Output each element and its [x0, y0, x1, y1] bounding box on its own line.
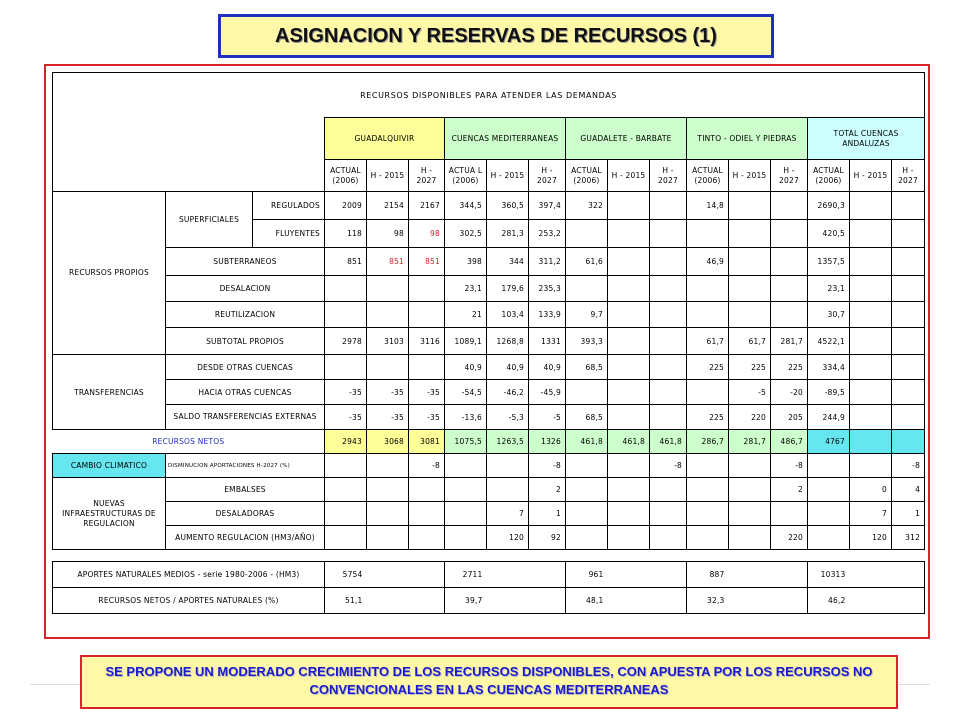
row-label: EMBALSES — [166, 478, 325, 502]
period-header: ACTUAL (2006) — [808, 160, 850, 192]
value-cell — [808, 502, 850, 526]
value-cell — [687, 302, 729, 328]
value-cell: -35 — [367, 405, 409, 430]
period-header: ACTUA L (2006) — [445, 160, 487, 192]
row-label: REGULADOS — [253, 192, 325, 220]
empty-cell — [487, 562, 566, 588]
value-cell — [367, 355, 409, 380]
empty-cell — [850, 562, 925, 588]
value-cell — [566, 502, 608, 526]
value-cell: 32,3 — [687, 588, 729, 614]
value-cell — [808, 526, 850, 550]
value-cell — [892, 328, 925, 355]
value-cell — [650, 405, 687, 430]
value-cell — [650, 302, 687, 328]
row-label: HACIA OTRAS CUENCAS — [166, 380, 325, 405]
value-cell: 1326 — [529, 430, 566, 454]
value-cell: 344,5 — [445, 192, 487, 220]
value-cell — [650, 220, 687, 248]
value-cell — [566, 454, 608, 478]
table-row — [53, 380, 925, 405]
value-cell — [445, 502, 487, 526]
basin-header-guadalquivir: GUADALQUIVIR — [325, 118, 445, 160]
value-cell — [850, 430, 892, 454]
value-cell: 4 — [892, 478, 925, 502]
value-cell — [650, 526, 687, 550]
value-cell: 3068 — [367, 430, 409, 454]
value-cell: 2943 — [325, 430, 367, 454]
value-cell: 961 — [566, 562, 608, 588]
empty-cell — [729, 588, 808, 614]
value-cell — [409, 478, 445, 502]
value-cell: -8 — [529, 454, 566, 478]
period-header: H - 2027 — [892, 160, 925, 192]
value-cell: 120 — [850, 526, 892, 550]
basin-header-cuencas-mediterraneas: CUENCAS MEDITERRANEAS — [445, 118, 566, 160]
value-cell — [892, 302, 925, 328]
empty-cell — [487, 588, 566, 614]
table-row — [53, 454, 925, 478]
value-cell: 205 — [771, 405, 808, 430]
value-cell — [850, 380, 892, 405]
empty-cell — [367, 562, 445, 588]
value-cell: 48,1 — [566, 588, 608, 614]
value-cell — [687, 502, 729, 526]
value-cell: 887 — [687, 562, 729, 588]
period-header: H - 2015 — [487, 160, 529, 192]
value-cell: 311,2 — [529, 248, 566, 276]
value-cell — [367, 526, 409, 550]
value-cell: 1268,8 — [487, 328, 529, 355]
value-cell: 302,5 — [445, 220, 487, 248]
row-label: RECURSOS NETOS / APORTES NATURALES (%) — [53, 588, 325, 614]
value-cell — [367, 478, 409, 502]
value-cell — [608, 526, 650, 550]
value-cell: 7 — [850, 502, 892, 526]
value-cell — [771, 276, 808, 302]
bottom-note: SE PROPONE UN MODERADO CRECIMIENTO DE LOS RECURSOS DISPONIBLES, CON APUESTA POR LOS RECURSOS NO CONVENCIONALES EN LAS CUENCAS MEDITERRANEAS — [80, 655, 898, 709]
value-cell — [892, 220, 925, 248]
value-cell: 23,1 — [445, 276, 487, 302]
value-cell: 92 — [529, 526, 566, 550]
value-cell — [566, 220, 608, 248]
value-cell — [808, 478, 850, 502]
value-cell — [325, 478, 367, 502]
value-cell: 133,9 — [529, 302, 566, 328]
basin-header-tinto-odiel: TINTO - ODIEL Y PIEDRAS — [687, 118, 808, 160]
value-cell: 851 — [325, 248, 367, 276]
value-cell: 4767 — [808, 430, 850, 454]
value-cell: 30,7 — [808, 302, 850, 328]
value-cell: -5 — [729, 380, 771, 405]
value-cell — [566, 526, 608, 550]
value-cell — [771, 502, 808, 526]
main-header: RECURSOS DISPONIBLES PARA ATENDER LAS DEMANDAS — [53, 73, 925, 118]
value-cell: -89,5 — [808, 380, 850, 405]
value-cell: 61,7 — [687, 328, 729, 355]
row-label: DESALADORAS — [166, 502, 325, 526]
resources-frame — [44, 64, 930, 639]
value-cell — [608, 502, 650, 526]
value-cell: -5 — [529, 405, 566, 430]
period-header: ACTUAL (2006) — [687, 160, 729, 192]
value-cell — [892, 380, 925, 405]
value-cell — [808, 454, 850, 478]
value-cell — [566, 276, 608, 302]
value-cell — [687, 380, 729, 405]
value-cell — [608, 405, 650, 430]
value-cell: 1089,1 — [445, 328, 487, 355]
value-cell — [729, 248, 771, 276]
row-label: DESDE OTRAS CUENCAS — [166, 355, 325, 380]
table-row — [53, 355, 925, 380]
value-cell: -35 — [409, 405, 445, 430]
row-sublabel: DISMINUCION APORTACIONES H-2027 (%) — [166, 454, 325, 478]
spacer-row — [53, 550, 925, 562]
period-header: H - 2027 — [529, 160, 566, 192]
value-cell — [729, 454, 771, 478]
value-cell: 334,4 — [808, 355, 850, 380]
value-cell — [608, 454, 650, 478]
value-cell: 225 — [771, 355, 808, 380]
value-cell — [608, 328, 650, 355]
value-cell: 281,7 — [729, 430, 771, 454]
value-cell: 68,5 — [566, 405, 608, 430]
value-cell — [729, 192, 771, 220]
value-cell: 103,4 — [487, 302, 529, 328]
value-cell: 420,5 — [808, 220, 850, 248]
value-cell — [850, 192, 892, 220]
value-cell: 220 — [771, 526, 808, 550]
value-cell — [445, 454, 487, 478]
value-cell: -8 — [409, 454, 445, 478]
value-cell — [608, 276, 650, 302]
value-cell — [608, 380, 650, 405]
period-header-row — [53, 160, 925, 192]
value-cell — [409, 526, 445, 550]
value-cell: 344 — [487, 248, 529, 276]
value-cell: 46,9 — [687, 248, 729, 276]
value-cell: 397,4 — [529, 192, 566, 220]
value-cell — [687, 478, 729, 502]
table-row — [53, 192, 925, 220]
value-cell — [892, 276, 925, 302]
value-cell: 225 — [687, 405, 729, 430]
value-cell — [325, 302, 367, 328]
value-cell — [650, 192, 687, 220]
empty-cell — [850, 588, 925, 614]
value-cell — [892, 248, 925, 276]
value-cell: -35 — [325, 405, 367, 430]
empty-cell — [608, 562, 687, 588]
table-row — [53, 276, 925, 302]
table-row — [53, 430, 925, 454]
value-cell — [771, 248, 808, 276]
value-cell: -8 — [650, 454, 687, 478]
value-cell — [566, 380, 608, 405]
value-cell: 46,2 — [808, 588, 850, 614]
value-cell — [409, 302, 445, 328]
value-cell: 253,2 — [529, 220, 566, 248]
row-label-cambio-climatico: CAMBIO CLIMATICO — [53, 454, 166, 478]
value-cell — [687, 454, 729, 478]
value-cell — [325, 276, 367, 302]
value-cell: 7 — [487, 502, 529, 526]
row-label: REUTILIZACION — [166, 302, 325, 328]
value-cell: 461,8 — [650, 430, 687, 454]
value-cell — [367, 502, 409, 526]
value-cell — [892, 192, 925, 220]
value-cell — [729, 302, 771, 328]
value-cell: -13,6 — [445, 405, 487, 430]
value-cell: -35 — [409, 380, 445, 405]
period-header: ACTUAL (2006) — [566, 160, 608, 192]
value-cell — [850, 220, 892, 248]
value-cell: -46,2 — [487, 380, 529, 405]
table-row — [53, 478, 925, 502]
value-cell — [608, 302, 650, 328]
value-cell: 3081 — [409, 430, 445, 454]
group-label-recursos-propios: RECURSOS PROPIOS — [53, 192, 166, 355]
value-cell — [729, 502, 771, 526]
value-cell: 2 — [771, 478, 808, 502]
value-cell: 68,5 — [566, 355, 608, 380]
value-cell — [892, 355, 925, 380]
value-cell — [850, 328, 892, 355]
value-cell — [850, 302, 892, 328]
value-cell — [367, 454, 409, 478]
value-cell: 851 — [367, 248, 409, 276]
table-row — [53, 405, 925, 430]
value-cell: 393,3 — [566, 328, 608, 355]
row-label: SUBTOTAL PROPIOS — [166, 328, 325, 355]
period-header: H - 2015 — [367, 160, 409, 192]
value-cell: 1263,5 — [487, 430, 529, 454]
basin-header-guadalete-barbate: GUADALETE - BARBATE — [566, 118, 687, 160]
group-label-transferencias: TRANSFERENCIAS — [53, 355, 166, 430]
value-cell — [650, 355, 687, 380]
value-cell — [892, 430, 925, 454]
value-cell — [850, 405, 892, 430]
value-cell — [367, 276, 409, 302]
value-cell: 1357,5 — [808, 248, 850, 276]
value-cell: 235,3 — [529, 276, 566, 302]
value-cell — [771, 302, 808, 328]
value-cell: 61,6 — [566, 248, 608, 276]
value-cell: 40,9 — [529, 355, 566, 380]
value-cell — [325, 454, 367, 478]
value-cell: 14,8 — [687, 192, 729, 220]
value-cell — [729, 478, 771, 502]
value-cell: 2711 — [445, 562, 487, 588]
value-cell — [409, 355, 445, 380]
value-cell — [650, 380, 687, 405]
value-cell: 3116 — [409, 328, 445, 355]
period-blank — [53, 160, 325, 192]
value-cell: 9,7 — [566, 302, 608, 328]
period-header: H - 2027 — [650, 160, 687, 192]
value-cell: 98 — [409, 220, 445, 248]
value-cell: 5754 — [325, 562, 367, 588]
value-cell: 118 — [325, 220, 367, 248]
row-label: SUBTERRANEOS — [166, 248, 325, 276]
table-row — [53, 328, 925, 355]
slide-title: ASIGNACION Y RESERVAS DE RECURSOS (1) — [218, 14, 774, 58]
value-cell — [687, 526, 729, 550]
table-row — [53, 588, 925, 614]
value-cell: -35 — [367, 380, 409, 405]
value-cell: 98 — [367, 220, 409, 248]
period-header: H - 2015 — [729, 160, 771, 192]
value-cell — [650, 478, 687, 502]
value-cell: 286,7 — [687, 430, 729, 454]
value-cell — [409, 502, 445, 526]
value-cell: -54,5 — [445, 380, 487, 405]
value-cell: 23,1 — [808, 276, 850, 302]
value-cell — [325, 502, 367, 526]
period-header: H - 2027 — [409, 160, 445, 192]
empty-cell — [608, 588, 687, 614]
value-cell — [409, 276, 445, 302]
value-cell: 2154 — [367, 192, 409, 220]
table-row — [53, 248, 925, 276]
value-cell: 4522,1 — [808, 328, 850, 355]
value-cell: 0 — [850, 478, 892, 502]
table-row — [53, 302, 925, 328]
value-cell: 225 — [729, 355, 771, 380]
value-cell: 2009 — [325, 192, 367, 220]
value-cell — [650, 248, 687, 276]
value-cell — [687, 276, 729, 302]
value-cell — [445, 526, 487, 550]
value-cell: 220 — [729, 405, 771, 430]
value-cell — [729, 526, 771, 550]
value-cell: 1 — [529, 502, 566, 526]
value-cell — [487, 454, 529, 478]
value-cell: 312 — [892, 526, 925, 550]
value-cell: 1331 — [529, 328, 566, 355]
value-cell: -5,3 — [487, 405, 529, 430]
value-cell: 40,9 — [445, 355, 487, 380]
group-label-nuevas-infraestructuras: NUEVAS INFRAESTRUCTURAS DE REGULACION — [53, 478, 166, 550]
value-cell — [325, 526, 367, 550]
value-cell: 2690,3 — [808, 192, 850, 220]
value-cell — [608, 248, 650, 276]
value-cell — [729, 220, 771, 248]
value-cell: 40,9 — [487, 355, 529, 380]
value-cell: -35 — [325, 380, 367, 405]
value-cell — [850, 248, 892, 276]
value-cell: 461,8 — [608, 430, 650, 454]
table-row — [53, 526, 925, 550]
value-cell — [566, 478, 608, 502]
value-cell — [687, 220, 729, 248]
value-cell — [608, 478, 650, 502]
header-blank — [53, 118, 325, 160]
value-cell — [650, 328, 687, 355]
value-cell: 2978 — [325, 328, 367, 355]
value-cell — [892, 405, 925, 430]
value-cell: 281,7 — [771, 328, 808, 355]
value-cell — [445, 478, 487, 502]
row-label: DESALACION — [166, 276, 325, 302]
value-cell — [325, 355, 367, 380]
value-cell — [608, 192, 650, 220]
value-cell: 461,8 — [566, 430, 608, 454]
period-header: ACTUAL (2006) — [325, 160, 367, 192]
value-cell: 360,5 — [487, 192, 529, 220]
value-cell: 51,1 — [325, 588, 367, 614]
value-cell: 39,7 — [445, 588, 487, 614]
period-header: H - 2015 — [608, 160, 650, 192]
value-cell — [850, 276, 892, 302]
value-cell: -20 — [771, 380, 808, 405]
value-cell — [608, 220, 650, 248]
value-cell: 10313 — [808, 562, 850, 588]
value-cell: 61,7 — [729, 328, 771, 355]
basin-header-total: TOTAL CUENCAS ANDALUZAS — [808, 118, 925, 160]
table-row — [53, 502, 925, 526]
value-cell: -8 — [892, 454, 925, 478]
value-cell — [771, 192, 808, 220]
value-cell: 120 — [487, 526, 529, 550]
value-cell — [487, 478, 529, 502]
value-cell: 2167 — [409, 192, 445, 220]
period-header: H - 2015 — [850, 160, 892, 192]
value-cell: 1 — [892, 502, 925, 526]
value-cell: 851 — [409, 248, 445, 276]
table-row — [53, 562, 925, 588]
value-cell: -45,9 — [529, 380, 566, 405]
value-cell — [729, 276, 771, 302]
row-label: AUMENTO REGULACION (HM3/AÑO) — [166, 526, 325, 550]
row-label-recursos-netos: RECURSOS NETOS — [53, 430, 325, 454]
value-cell — [367, 302, 409, 328]
group-label-superficiales: SUPERFICIALES — [166, 192, 253, 248]
row-label: FLUYENTES — [253, 220, 325, 248]
value-cell: 486,7 — [771, 430, 808, 454]
value-cell: 398 — [445, 248, 487, 276]
value-cell: -8 — [771, 454, 808, 478]
value-cell — [650, 502, 687, 526]
row-label: SALDO TRANSFERENCIAS EXTERNAS — [166, 405, 325, 430]
value-cell — [608, 355, 650, 380]
value-cell — [850, 355, 892, 380]
value-cell — [771, 220, 808, 248]
empty-cell — [729, 562, 808, 588]
row-label: APORTES NATURALES MEDIOS - serie 1980-2006 - (HM3) — [53, 562, 325, 588]
period-header: H - 2027 — [771, 160, 808, 192]
value-cell: 21 — [445, 302, 487, 328]
value-cell: 225 — [687, 355, 729, 380]
value-cell — [850, 454, 892, 478]
value-cell: 281,3 — [487, 220, 529, 248]
empty-cell — [367, 588, 445, 614]
value-cell: 179,6 — [487, 276, 529, 302]
value-cell — [650, 276, 687, 302]
value-cell: 3103 — [367, 328, 409, 355]
value-cell: 322 — [566, 192, 608, 220]
value-cell: 244,9 — [808, 405, 850, 430]
value-cell: 2 — [529, 478, 566, 502]
resources-table — [52, 72, 925, 614]
value-cell: 1075,5 — [445, 430, 487, 454]
